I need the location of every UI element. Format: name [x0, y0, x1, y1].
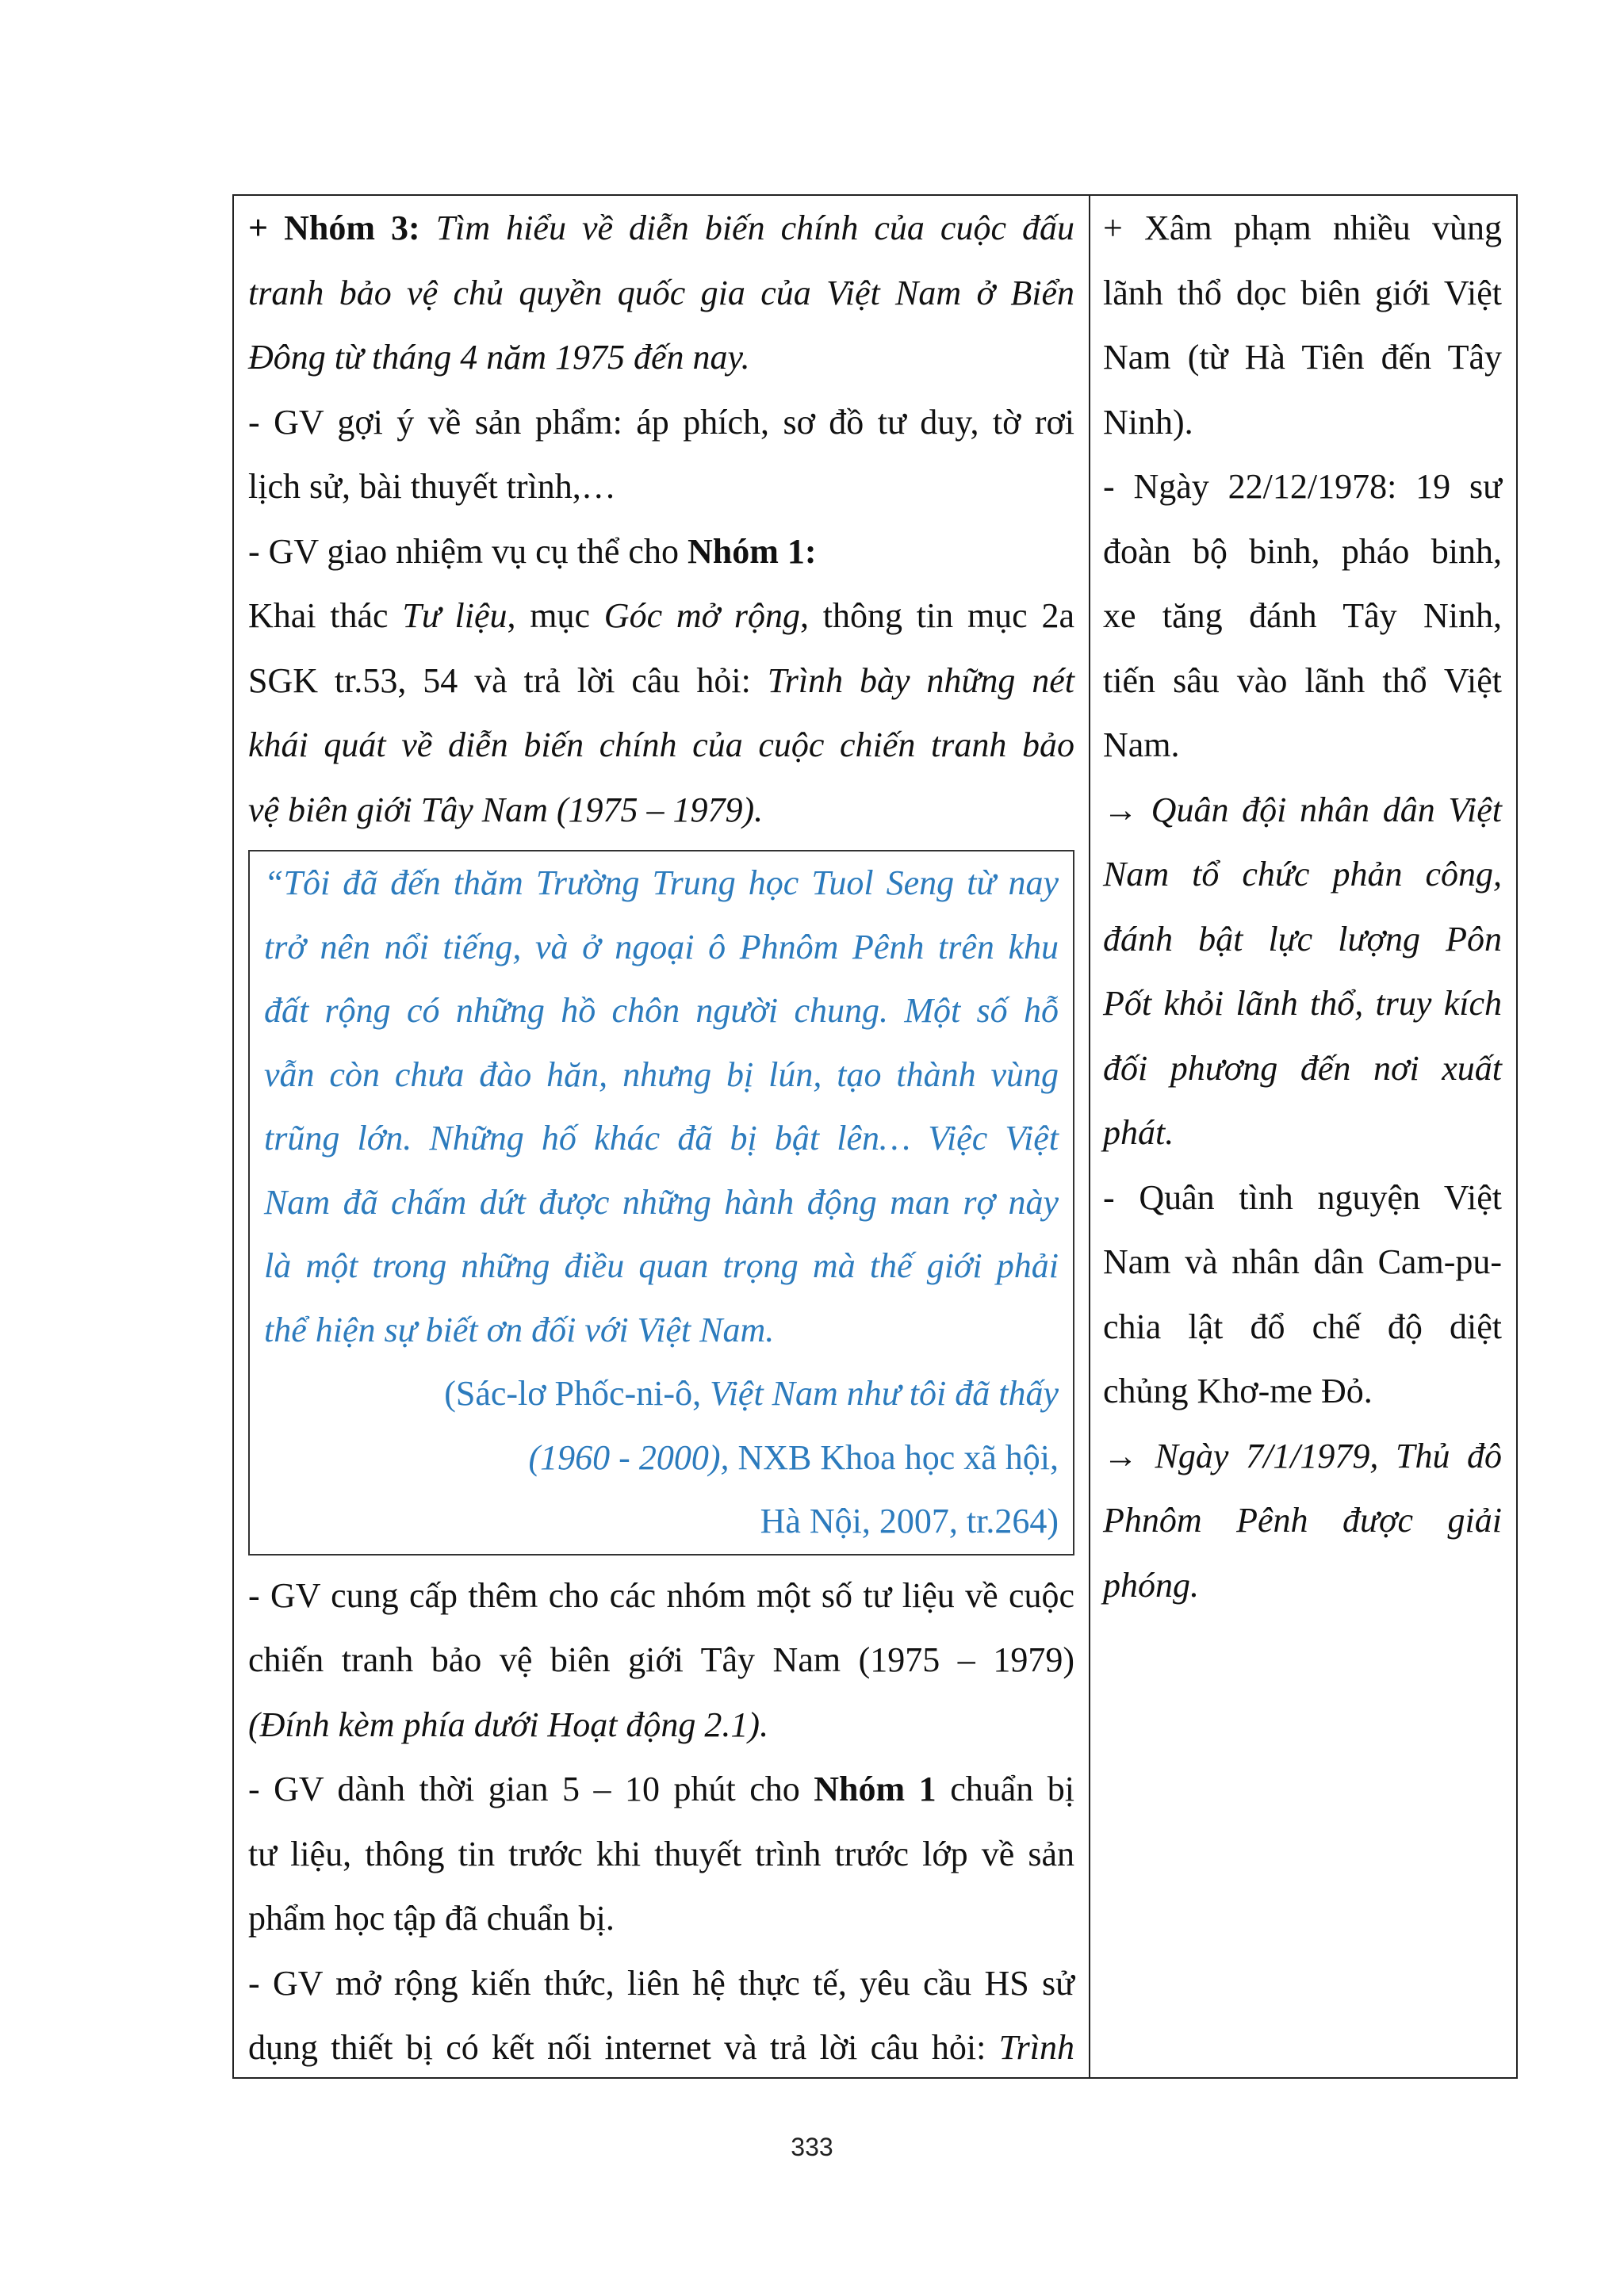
right-line: tiến sâu vào lãnh thổ Việt — [1103, 660, 1502, 700]
group3-line-2: tranh bảo vệ chủ quyền quốc gia của Việt Nam ở Biển — [248, 273, 1074, 312]
quote-line: thể hiện sự biết ơn đối với Việt Nam. — [264, 1310, 775, 1349]
time-line-2: tư liệu, thông tin trước khi thuyết trình trước lớp về sản — [248, 1834, 1074, 1873]
group3-line-1: + Nhóm 3: Tìm hiểu về diễn biến chính của cuộc đấu — [248, 209, 1074, 247]
right-line: Ninh). — [1103, 402, 1193, 442]
provide-line-3: (Đính kèm phía dưới Hoạt động 2.1). — [248, 1705, 769, 1744]
extend-line-2: dụng thiết bị có kết nối internet và trả lời câu hỏi: Trình — [248, 2028, 1074, 2067]
content-column — [1090, 196, 1516, 2077]
extend-line-1: - GV mở rộng kiến thức, liên hệ thực tế, yêu cầu HS sử — [248, 1963, 1074, 2003]
right-line: - Ngày 22/12/1978: 19 sư — [1103, 467, 1502, 506]
provide-line-2: chiến tranh bảo vệ biên giới Tây Nam (1975 – 1979) — [248, 1640, 1074, 1679]
quote-line: Nam đã chấm dứt được những hành động man rợ này — [264, 1182, 1059, 1222]
lesson-table — [232, 194, 1518, 2079]
page-number: 333 — [791, 2133, 833, 2161]
right-line: Nam (từ Hà Tiên đến Tây — [1103, 338, 1502, 377]
right-line: phóng. — [1103, 1565, 1199, 1605]
right-line: chủng Khơ-me Đỏ. — [1103, 1372, 1373, 1410]
quote-line: là một trong những điều quan trọng mà thế giới phải — [264, 1246, 1059, 1285]
quote-box — [248, 850, 1074, 1556]
quote-line: vẫn còn chưa đào hăn, nhưng bị lún, tạo thành vùng — [264, 1054, 1059, 1094]
right-line: Nam. — [1103, 725, 1180, 764]
right-line: Pốt khỏi lãnh thổ, truy kích — [1103, 984, 1502, 1023]
right-line: → Quân đội nhân dân Việt — [1103, 790, 1502, 829]
quote-source-line-2: (1960 - 2000), NXB Khoa học xã hội, — [528, 1437, 1059, 1477]
right-line: Nam tổ chức phản công, — [1103, 855, 1502, 894]
right-line: đối phương đến nơi xuất — [1103, 1048, 1502, 1088]
quote-line: “Tôi đã đến thăm Trường Trung học Tuol Seng từ nay — [264, 863, 1059, 902]
right-line: + Xâm phạm nhiều vùng — [1103, 209, 1502, 247]
right-line: phát. — [1103, 1113, 1174, 1152]
right-line: đánh bật lực lượng Pôn — [1103, 919, 1502, 959]
suggest-line-2: lịch sử, bài thuyết trình,… — [248, 467, 616, 506]
right-line: → Ngày 7/1/1979, Thủ đô — [1103, 1436, 1502, 1475]
right-line: Phnôm Pênh được giải — [1103, 1501, 1502, 1540]
quote-line: đất rộng có những hồ chôn người chung. Một số hỗ — [264, 991, 1059, 1030]
right-line: Nam và nhân dân Cam-pu- — [1103, 1242, 1502, 1281]
group3-line-3: Đông từ tháng 4 năm 1975 đến nay. — [248, 338, 750, 377]
right-line: chia lật đổ chế độ diệt — [1103, 1307, 1502, 1346]
assign-line: - GV giao nhiệm vụ cụ thể cho Nhóm 1: — [248, 531, 817, 571]
exploit-line-4: vệ biên giới Tây Nam (1975 – 1979). — [248, 790, 764, 829]
exploit-line-3: khái quát về diễn biến chính của cuộc chiến tranh bảo — [248, 725, 1074, 764]
exploit-line-2: SGK tr.53, 54 và trả lời câu hỏi: Trình bày những nét — [248, 660, 1075, 700]
quote-source-line-1: (Sác-lơ Phốc-ni-ô, Việt Nam như tôi đã thấy — [444, 1374, 1059, 1413]
quote-line: trở nên nổi tiếng, và ở ngoại ô Phnôm Pênh trên khu — [264, 927, 1059, 966]
time-line-3: phẩm học tập đã chuẩn bị. — [248, 1899, 615, 1938]
suggest-line-1: - GV gợi ý về sản phẩm: áp phích, sơ đồ tư duy, tờ rơi — [248, 402, 1074, 442]
right-line: lãnh thổ dọc biên giới Việt — [1103, 273, 1502, 312]
right-line: - Quân tình nguyện Việt — [1103, 1177, 1502, 1217]
right-line: xe tăng đánh Tây Ninh, — [1103, 596, 1502, 635]
quote-line: trũng lớn. Những hố khác đã bị bật lên… Việc Việt — [264, 1119, 1059, 1158]
exploit-line-1: Khai thác Tư liệu, mục Góc mở rộng, thông tin mục 2a — [248, 596, 1074, 635]
time-line-1: - GV dành thời gian 5 – 10 phút cho Nhóm 1 chuẩn bị — [248, 1770, 1074, 1808]
teacher-activity-column — [234, 196, 1090, 2077]
quote-source-line-3: Hà Nội, 2007, tr.264) — [760, 1502, 1059, 1540]
provide-line-1: - GV cung cấp thêm cho các nhóm một số tư liệu về cuộc — [248, 1575, 1074, 1615]
right-line: đoàn bộ binh, pháo binh, — [1103, 531, 1502, 571]
